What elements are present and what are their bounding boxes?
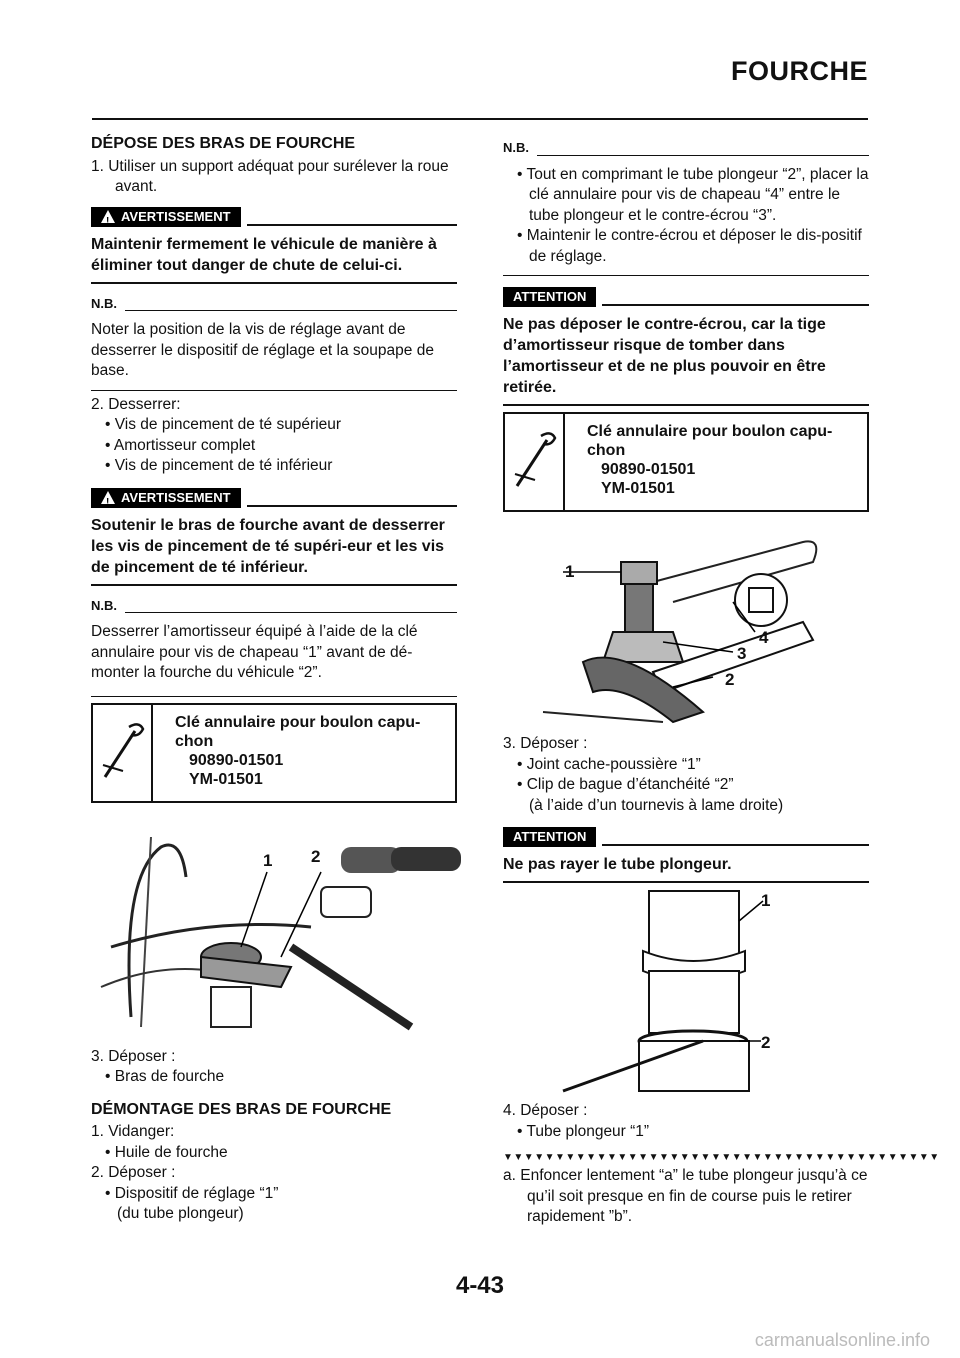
header-rule [92,118,868,120]
figure-adjuster-removal [503,522,869,734]
figure-fork-top [91,817,457,1039]
step-4: 4. Déposer : [503,1102,588,1119]
warning-triangle-icon: ! [101,210,115,223]
d-step-1: 1. Vidanger: [91,1123,175,1140]
special-tool-box [91,703,457,803]
tool-part-number: YM-01501 [601,480,675,497]
step-3-item: • Bras de fourche [105,1068,225,1085]
figure-callout: 3 [737,644,747,663]
procedure-start-marker: ▼▼▼▼▼▼▼▼▼▼▼▼▼▼▼▼▼▼▼▼▼▼▼▼▼▼▼▼▼▼▼▼▼▼▼▼▼▼▼▼▼▼ [503,1152,940,1163]
note-item: • Maintenir le contre-écrou et déposer le dis-positif de réglage. [517,227,862,265]
tool-part-number: 90890-01501 [601,461,696,478]
warning-badge: ! AVERTISSEMENT [91,488,241,508]
d-step-2: 2. Déposer : [91,1164,176,1181]
attention-header-1 [503,286,869,308]
left-column [91,134,457,1225]
step-1: 1. Utiliser un support adéquat pour surélever la roue avant. [91,157,449,195]
attention-badge: ATTENTION [503,827,596,847]
tool-part-number: 90890-01501 [189,751,284,769]
sub-step-a: a. Enfoncer lentement “a” le tube plongeur jusqu’à ce qu’il soit presque en fin de course puis le retirer rapidement ”b”. [503,1167,868,1225]
note-header-2: N.B. [91,596,457,617]
attention-header-2 [503,826,869,848]
attention-text-2: Ne pas rayer le tube plongeur. [503,856,732,873]
wrench-icon [93,705,153,801]
attention-badge: ATTENTION [503,287,596,307]
figure-callout: 4 [759,628,769,647]
warning-header-2 [91,487,457,509]
right-column [503,134,940,1228]
tool-name: Clé annulaire pour boulon capu-chon [175,713,421,750]
step-3-right: 3. Déposer : [503,735,588,752]
step-4-item: • Tube plongeur “1” [517,1122,650,1140]
figure-callout: 2 [761,1033,771,1052]
note-text-1: Noter la position de la vis de réglage avant de desserrer le dispositif de réglage et la soupape de base. [91,321,434,379]
step-2-item: • Amortisseur complet [105,436,256,454]
wrench-icon [505,414,565,510]
section-heading-removal: DÉPOSE DES BRAS DE FOURCHE [91,135,356,152]
figure-callout: 2 [311,846,321,866]
step-3-item: • Clip de bague d’étanchéité “2” [517,776,734,793]
step-3: 3. Déposer : [91,1047,176,1065]
warning-badge: ! AVERTISSEMENT [91,207,241,227]
d-step-1-item: • Huile de fourche [105,1143,228,1161]
special-tool-box [503,412,869,512]
figure-callout: 1 [263,850,273,870]
step-3-item: • Joint cache-poussière “1” [517,755,701,773]
watermark-footer: carmanualsonline.info [754,1330,930,1350]
tool-name: Clé annulaire pour boulon capu-chon [587,423,833,459]
figure-callout: 1 [565,562,575,581]
warning-text-2: Soutenir le bras de fourche avant de desserrer les vis de pincement de té supéri-eur et les vis de pincement de té inférieur. [91,516,445,576]
attention-text-1: Ne pas déposer le contre-écrou, car la tige d’amortisseur risque de tomber dans l’amortisseur et de ne plus pouvoir en être retirée. [503,316,826,396]
step-2-item: • Vis de pincement de té inférieur [105,457,333,474]
note-text-2: Desserrer l’amortisseur équipé à l’aide de la clé annulaire pour vis de chapeau “1” avant de dé-monter la fourche du véhicule “2”. [91,623,418,681]
warning-header-1 [91,206,457,228]
d-step-2-item: • Dispositif de réglage “1” [105,1184,279,1202]
figure-dust-seal [503,891,869,1101]
step-2: 2. Desserrer: [91,395,181,413]
warning-text-1: Maintenir fermement le véhicule de manière à éliminer tout danger de chute de celui-ci. [91,235,437,274]
warning-triangle-icon: ! [101,491,115,504]
step-3-item: (à l’aide d’un tournevis à lame droite) [529,796,784,814]
note-item: • Tout en comprimant le tube plongeur “2”, placer la clé annulaire pour vis de chapeau “4” entre le tube plongeur et le contre-écrou “3”. [517,165,869,224]
section-heading-disassembly: DÉMONTAGE DES BRAS DE FOURCHE [91,1100,392,1118]
page-number: 4-43 [455,1272,505,1299]
tool-part-number: YM-01501 [189,770,263,788]
d-step-2-item: (du tube plongeur) [117,1205,244,1222]
step-2-item: • Vis de pincement de té supérieur [105,416,342,433]
page-title: FOURCHE [731,56,868,86]
figure-callout: 1 [761,891,771,910]
figure-callout: 2 [725,670,735,689]
note-header-3: N.B. [503,138,869,159]
note-header-1: N.B. [91,294,457,315]
